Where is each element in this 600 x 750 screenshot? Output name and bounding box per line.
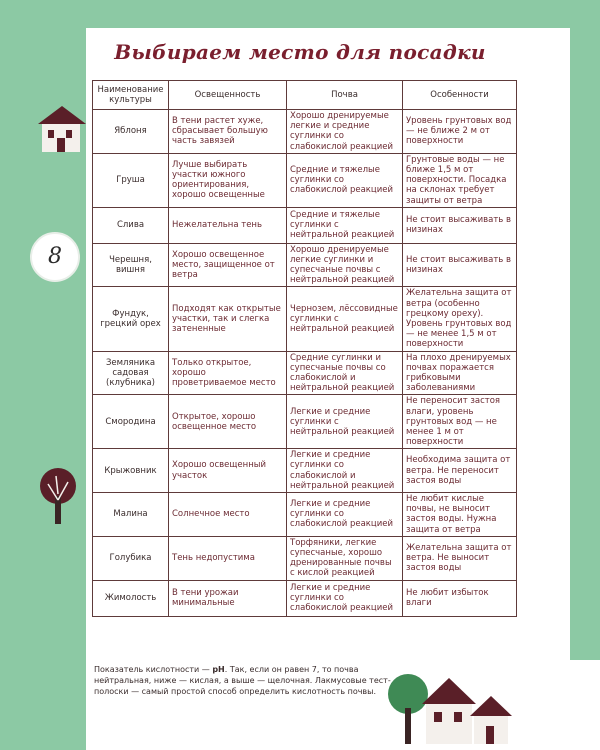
acidity-note-text-2: . Так, если он равен 7, то почва нейтральная, ниже — кислая, а выше — щелочная. Лакмусовые тест-полоски — самый простой способ определить кислотность почвы.	[94, 665, 391, 697]
cell-soil: Легкие и средние суглинки со слабокислой и нейтральной реакцией	[287, 449, 403, 493]
table-row	[93, 153, 517, 207]
header-features: Особенности	[403, 81, 517, 110]
table-row	[93, 351, 517, 395]
cell-crop-name: Яблоня	[93, 110, 169, 154]
cell-crop-name: Слива	[93, 207, 169, 243]
cell-crop-name: Голубика	[93, 536, 169, 580]
cell-crop-name: Жимолость	[93, 580, 169, 616]
cell-soil: Торфяники, легкие супесчаные, хорошо дренированные почвы с кислой реакцией	[287, 536, 403, 580]
table-header-row	[93, 81, 517, 110]
cell-features: Грунтовые воды — не ближе 1,5 м от поверхности. Посадка на склонах требует защиты от ветра	[403, 153, 517, 207]
table-row	[93, 536, 517, 580]
cell-lighting: В тени урожаи минимальные	[169, 580, 287, 616]
cell-lighting: Солнечное место	[169, 493, 287, 537]
cell-features: Не стоит высаживать в низинах	[403, 207, 517, 243]
cell-soil: Хорошо дренируемые легкие и средние суглинки со слабокислой реакцией	[287, 110, 403, 154]
cell-features: Необходима защита от ветра. Не переносит застоя воды	[403, 449, 517, 493]
cell-crop-name: Черешня, вишня	[93, 243, 169, 287]
cell-soil: Хорошо дренируемые легкие суглинки и супесчаные почвы с нейтральной реакцией	[287, 243, 403, 287]
table-row	[93, 287, 517, 351]
cell-lighting: Хорошо освещенный участок	[169, 449, 287, 493]
cell-features: Уровень грунтовых вод — не ближе 2 м от поверхности	[403, 110, 517, 154]
table-row	[93, 395, 517, 449]
house-illustration-left	[38, 100, 86, 156]
cell-features: Не любит избыток влаги	[403, 580, 517, 616]
page-title: Выбираем место для посадки	[114, 40, 486, 64]
header-soil: Почва	[287, 81, 403, 110]
acidity-note-ph: pH	[212, 665, 225, 674]
table-row	[93, 207, 517, 243]
cell-features: Не стоит высаживать в низинах	[403, 243, 517, 287]
acidity-note	[94, 664, 404, 698]
cell-features: На плохо дренируемых почвах поражается грибковыми заболеваниями	[403, 351, 517, 395]
cell-crop-name: Фундук, грецкий орех	[93, 287, 169, 351]
table-row	[93, 110, 517, 154]
cell-soil: Легкие и средние суглинки с нейтральной реакцией	[287, 395, 403, 449]
cell-soil: Легкие и средние суглинки со слабокислой реакцией	[287, 493, 403, 537]
cell-soil: Легкие и средние суглинки со слабокислой реакцией	[287, 580, 403, 616]
cell-lighting: Подходят как открытые участки, так и слегка затененные	[169, 287, 287, 351]
table-row	[93, 243, 517, 287]
cell-lighting: В тени растет хуже, сбрасывает большую часть завязей	[169, 110, 287, 154]
cell-lighting: Хорошо освещенное место, защищенное от ветра	[169, 243, 287, 287]
table-row	[93, 493, 517, 537]
village-illustration-bottom	[386, 668, 516, 746]
cell-soil: Средние и тяжелые суглинки со слабокислой реакцией	[287, 153, 403, 207]
cell-soil: Чернозем, лёссовидные суглинки с нейтральной реакцией	[287, 287, 403, 351]
cell-lighting: Тень недопустима	[169, 536, 287, 580]
background-right-stripe	[570, 0, 600, 660]
cell-crop-name: Смородина	[93, 395, 169, 449]
cell-features: Желательна защита от ветра. Не выносит застоя воды	[403, 536, 517, 580]
header-crop-name: Наименование культуры	[93, 81, 169, 110]
acidity-note-text-1: Показатель кислотности —	[94, 665, 213, 674]
cell-lighting: Лучше выбирать участки южного ориентирования, хорошо освещенные	[169, 153, 287, 207]
page-number: 8	[30, 232, 80, 282]
cell-features: Не переносит застоя влаги, уровень грунтовых вод — не менее 1 м от поверхности	[403, 395, 517, 449]
header-lighting: Освещенность	[169, 81, 287, 110]
planting-table	[92, 80, 517, 617]
cell-lighting: Открытое, хорошо освещенное место	[169, 395, 287, 449]
cell-soil: Средние и тяжелые суглинки с нейтральной реакцией	[287, 207, 403, 243]
cell-features: Желательна защита от ветра (особенно грецкому ореху). Уровень грунтовых вод — не менее 1,5 м от поверхности	[403, 287, 517, 351]
table-row	[93, 449, 517, 493]
cell-crop-name: Малина	[93, 493, 169, 537]
table-row	[93, 580, 517, 616]
cell-crop-name: Земляника садовая (клубника)	[93, 351, 169, 395]
tree-illustration-left	[36, 466, 80, 526]
cell-lighting: Только открытое, хорошо проветриваемое место	[169, 351, 287, 395]
cell-features: Не любит кислые почвы, не выносит застоя воды. Нужна защита от ветра	[403, 493, 517, 537]
cell-crop-name: Груша	[93, 153, 169, 207]
cell-crop-name: Крыжовник	[93, 449, 169, 493]
cell-lighting: Нежелательна тень	[169, 207, 287, 243]
cell-soil: Средние суглинки и супесчаные почвы со слабокислой и нейтральной реакцией	[287, 351, 403, 395]
